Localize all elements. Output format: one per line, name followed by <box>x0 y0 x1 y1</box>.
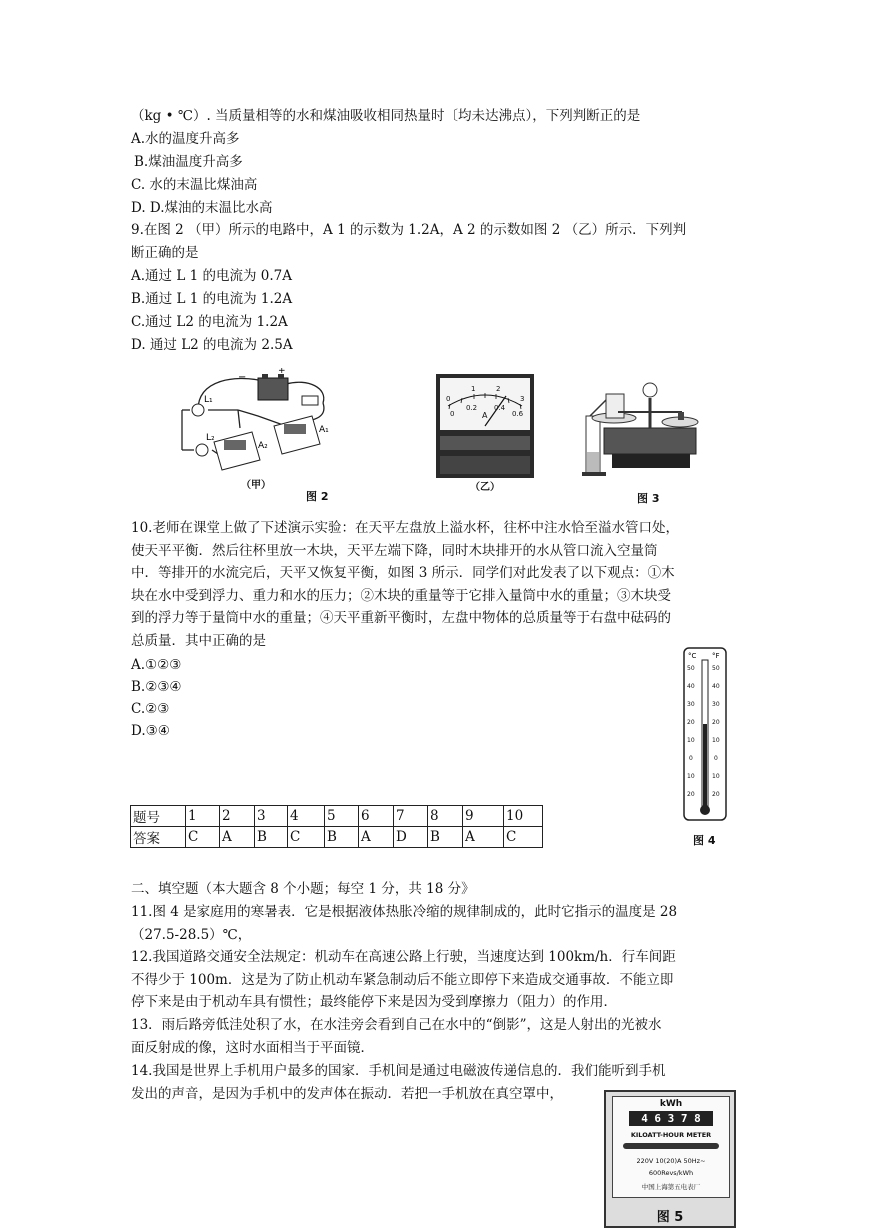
cell-answer: B <box>428 827 463 848</box>
section-2-heading: 二、填空题（本大题含 8 个小题；每空 1 分，共 18 分》 <box>131 881 475 897</box>
figure-4-caption: 图 4 <box>693 834 716 847</box>
meter-rev: 600Revs/kWh <box>648 1169 694 1177</box>
q10-line-2: 使天平平衡．然后往杯里放一木块，天平左端下降，同时木块排开的水从管口流入空量筒 <box>131 542 658 559</box>
figure-2-caption: 图 2 <box>306 490 329 503</box>
cell-number: 3 <box>255 806 288 827</box>
cell-answer: C <box>186 827 220 848</box>
figure-5-caption: 图 5 <box>656 1210 684 1225</box>
thermo-right-1: 40 <box>712 683 720 690</box>
thermo-left-3: 20 <box>687 719 695 726</box>
q14-line-2: 发出的声音，是因为手机中的发声体在振动．若把一手机放在真空罩中， <box>131 1085 563 1102</box>
thermo-left-1: 40 <box>687 683 695 690</box>
q9-stem-line1: 9.在图 2 （甲）所示的电路中，A 1 的示数为 1.2A，A 2 的示数如图 2 （乙）所示．下列判 <box>131 222 687 238</box>
q10-line-1: 10.老师在课堂上做了下述演示实验：在天平左盘放上溢水杯，往杯中注水恰至溢水管口处， <box>131 520 679 536</box>
figure-3-balance <box>578 372 710 488</box>
q13-line-2: 面反射成的像，这时水面相当于平面镜． <box>131 1039 374 1056</box>
q9-option-c: C.通过 L2 的电流为 1.2A <box>131 314 288 330</box>
thermo-right-5: 0 <box>714 755 718 762</box>
thermometer-f-label: °F <box>712 652 720 660</box>
cell-number: 9 <box>463 806 504 827</box>
figure-5-meter <box>604 1090 736 1228</box>
q14-line-1: 14.我国是世界上手机用户最多的国家．手机间是通过电磁波传递信息的．我们能听到手机 <box>131 1063 666 1079</box>
answer-table-row-number <box>131 806 543 827</box>
q12-line-2: 不得少于 100m．这是为了防止机动车紧急制动后不能立即停下来造成交通事故．不能立即 <box>131 971 674 988</box>
meter-spec: 220V 10(20)A 50Hz~ <box>636 1157 706 1165</box>
thermo-left-7: 20 <box>687 791 695 798</box>
q11-line-2: （27.5-28.5）℃， <box>131 926 252 943</box>
thermo-right-3: 20 <box>712 719 720 726</box>
cell-number: 1 <box>186 806 220 827</box>
thermo-right-2: 30 <box>712 701 720 708</box>
answer-table-row-answer <box>131 827 543 848</box>
cell-answer: A <box>220 827 255 848</box>
q12-line-1: 12.我国道路交通安全法规定：机动车在高速公路上行驶，当速度达到 100km/h．行车间距 <box>131 949 676 965</box>
q9-option-b: B.通过 L 1 的电流为 1.2A <box>131 291 293 307</box>
q11 <box>131 901 741 946</box>
figure-2-yi-label: （乙） <box>470 482 500 493</box>
ammeter-bottom-3: 0.6 <box>512 410 524 418</box>
thermo-right-4: 10 <box>712 737 720 744</box>
q8-option-a: A.水的温度升高多 <box>131 131 240 147</box>
thermo-right-0: 50 <box>712 665 720 672</box>
thermo-left-5: 0 <box>689 755 693 762</box>
meter-digits: 4 6 3 7 8 <box>629 1111 713 1126</box>
q8-option-b: B.煤油温度升高多 <box>134 154 243 170</box>
ammeter-top-2: 2 <box>496 385 501 393</box>
figure-3-caption: 图 3 <box>637 492 660 505</box>
battery-minus-label: − <box>238 372 247 383</box>
ammeter-top-1: 1 <box>471 385 476 393</box>
cell-number: 4 <box>288 806 325 827</box>
q8-option-d: D. D.煤油的末温比水高 <box>131 200 273 216</box>
ammeter-bottom-0: 0 <box>450 410 455 418</box>
bulb-l1-label: L₁ <box>204 395 213 405</box>
q10-line-4: 块在水中受到浮力、重力和水的压力；②木块的重量等于它排入量筒中水的重量；③木块受 <box>131 587 671 604</box>
q8-stem: （kg • ℃）. 当质量相等的水和煤油吸收相同热量时〔均未达沸点），下列判断正的是 <box>131 108 641 124</box>
meter-name: KILOATT-HOUR METER <box>630 1131 712 1139</box>
figure-2-jia-label: （甲） <box>241 480 271 491</box>
ammeter-a2-label: A₂ <box>258 441 268 451</box>
ammeter-top-3: 3 <box>520 395 525 403</box>
q10-option-b: B.②③④ <box>131 679 182 695</box>
q10-line-3: 中．等排开的水流完后，天平又恢复平衡，如图 3 所示．同学们对此发表了以下观点：①木 <box>131 565 675 581</box>
q10-option-c: C.②③ <box>131 701 170 717</box>
thermo-right-6: 10 <box>712 773 720 780</box>
battery-plus-label: + <box>278 368 286 376</box>
thermo-right-7: 20 <box>712 791 720 798</box>
thermo-left-4: 10 <box>687 737 695 744</box>
cell-answer: C <box>504 827 543 848</box>
q10-stem <box>131 517 741 652</box>
cell-answer: B <box>255 827 288 848</box>
q13-line-1: 13．雨后路旁低洼处积了水，在水洼旁会看到自己在水中的“倒影”，这是人射出的光被水 <box>131 1017 662 1033</box>
thermo-left-0: 50 <box>687 665 695 672</box>
figure-2-ammeter <box>436 374 534 478</box>
ammeter-unit: A <box>482 411 488 420</box>
q8-option-c: C. 水的末温比煤油高 <box>131 177 258 193</box>
cell-number: 7 <box>394 806 428 827</box>
q9-option-d: D. 通过 L2 的电流为 2.5A <box>131 337 293 353</box>
cell-number: 5 <box>325 806 359 827</box>
ammeter-top-0: 0 <box>446 395 451 403</box>
cell-answer: C <box>288 827 325 848</box>
q10-option-a: A.①②③ <box>131 657 182 673</box>
cell-number: 10 <box>504 806 543 827</box>
cell-header-number: 题号 <box>131 806 186 827</box>
ammeter-a1-label: A₁ <box>319 425 329 435</box>
meter-maker: 中国上海第五电表厂 <box>641 1183 701 1191</box>
q12-line-3: 停下来是由于机动车具有惯性；最终能停下来是因为受到摩擦力（阻力）的作用． <box>131 994 617 1010</box>
bulb-l2-label: L₂ <box>206 433 215 443</box>
ammeter-bottom-2: 0.4 <box>494 404 506 412</box>
cell-header-answer: 答案 <box>131 827 186 848</box>
ammeter-bottom-1: 0.2 <box>466 404 478 412</box>
cell-answer: D <box>394 827 428 848</box>
q13 <box>131 1014 741 1059</box>
q10-option-d: D.③④ <box>131 723 170 739</box>
thermometer-c-label: °C <box>688 652 697 660</box>
cell-number: 6 <box>359 806 394 827</box>
cell-answer: A <box>463 827 504 848</box>
q12 <box>131 946 741 1014</box>
thermo-left-2: 30 <box>687 701 695 708</box>
cell-answer: B <box>325 827 359 848</box>
answer-table <box>130 805 543 848</box>
meter-unit: kWh <box>659 1099 683 1109</box>
figure-2-circuit <box>178 368 338 486</box>
figure-4-thermometer <box>682 646 728 824</box>
q10-line-5: 到的浮力等于量筒中水的重量；④天平重新平衡时，左盘中物体的总质量等于右盘中砝码的 <box>131 610 671 626</box>
cell-number: 2 <box>220 806 255 827</box>
cell-answer: A <box>359 827 394 848</box>
thermo-left-6: 10 <box>687 773 695 780</box>
cell-number: 8 <box>428 806 463 827</box>
q11-line-1: 11.图 4 是家庭用的寒暑表．它是根据液体热胀冷缩的规律制成的，此时它指示的温度是 28 <box>131 904 678 920</box>
q9-option-a: A.通过 L 1 的电流为 0.7A <box>131 268 292 284</box>
q10-line-6: 总质量．其中正确的是 <box>131 632 266 649</box>
q9-stem-line2: 断正确的是 <box>131 245 199 261</box>
